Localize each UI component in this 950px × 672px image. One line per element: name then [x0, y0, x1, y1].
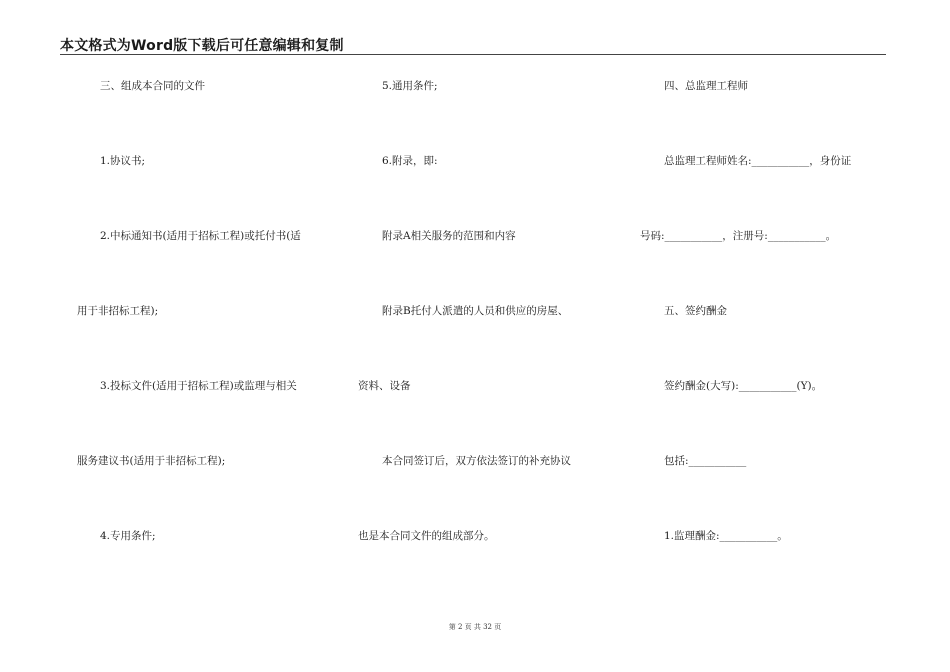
text-line: 用于非招标工程); [77, 305, 159, 317]
text-line: 三、组成本合同的文件 [100, 80, 205, 92]
text-line: 2.中标通知书(适用于招标工程)或托付书(适 [100, 230, 301, 242]
page-header [60, 34, 886, 55]
header-title: 本文格式为Word版下载后可任意编辑和复制 [60, 38, 344, 54]
text-line: 四、总监理工程师 [664, 80, 748, 92]
text-line: 资料、设备 [358, 380, 411, 392]
text-line: 1.协议书; [100, 155, 146, 167]
text-line: 签约酬金(大写):___________(Y)。 [664, 380, 823, 392]
text-line: 1.监理酬金:___________。 [664, 530, 788, 542]
text-line: 包括:___________ [664, 455, 747, 467]
page-number: 第 2 页 共 32 页 [448, 623, 502, 631]
text-line: 本合同签订后，双方依法签订的补充协议 [382, 455, 571, 467]
text-line: 附录A相关服务的范围和内容 [382, 230, 516, 242]
text-line: 6.附录，即: [382, 155, 438, 167]
text-line: 4.专用条件; [100, 530, 156, 542]
text-line: 3.投标文件(适用于招标工程)或监理与相关 [100, 380, 297, 392]
text-line: 总监理工程师姓名:___________，身份证 [664, 155, 852, 167]
text-line: 附录B托付人派遣的人员和供应的房屋、 [382, 305, 569, 317]
page-footer [0, 622, 950, 632]
text-line: 号码:___________，注册号:___________。 [640, 230, 837, 242]
text-line: 五、签约酬金 [664, 305, 727, 317]
text-line: 5.通用条件; [382, 80, 438, 92]
text-line: 服务建议书(适用于非招标工程); [77, 455, 226, 467]
text-line: 也是本合同文件的组成部分。 [358, 530, 495, 542]
